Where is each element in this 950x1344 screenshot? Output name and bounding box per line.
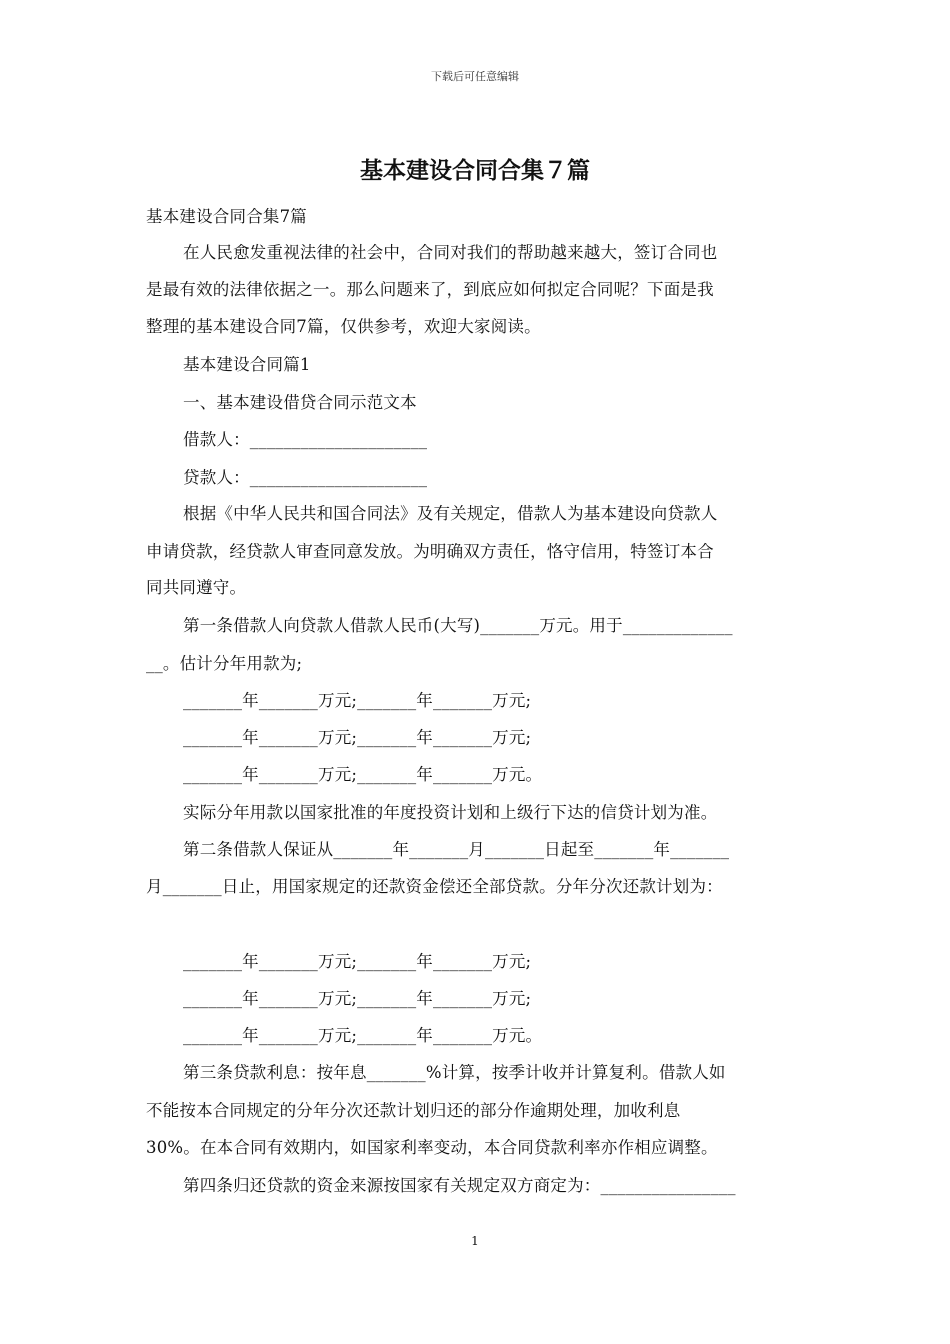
- subtitle-line: 基本建设合同合集7篇: [146, 207, 307, 226]
- body-line: 30%。在本合同有效期内，如国家利率变动，本合同贷款利率亦作相应调整。: [146, 1138, 718, 1157]
- article-3: 第三条贷款利息：按年息_______%计算，按季计收并计算复利。借款人如: [183, 1063, 726, 1082]
- borrower-field: 借款人：_____________________: [183, 430, 428, 449]
- body-line: 根据《中华人民共和国合同法》及有关规定，借款人为基本建设向贷款人: [183, 504, 718, 523]
- body-line: 月_______日止，用国家规定的还款资金偿还全部贷款。分年分次还款计划为：: [146, 877, 723, 896]
- body-line: 不能按本合同规定的分年分次还款计划归还的部分作逾期处理，加收利息: [146, 1101, 681, 1120]
- page-header: 下载后可任意编辑: [431, 70, 519, 83]
- schedule-line: _______年_______万元;_______年_______万元。: [183, 1026, 543, 1045]
- section-heading: 一、基本建设借贷合同示范文本: [183, 393, 417, 412]
- section-heading: 基本建设合同篇1: [183, 355, 311, 374]
- page-number: 1: [471, 1234, 479, 1248]
- schedule-line: _______年_______万元;_______年_______万元;: [183, 989, 532, 1008]
- body-line: 在人民愈发重视法律的社会中，合同对我们的帮助越来越大，签订合同也: [183, 243, 718, 262]
- lender-field: 贷款人：_____________________: [183, 468, 428, 487]
- schedule-line: _______年_______万元;_______年_______万元。: [183, 765, 543, 784]
- article-4: 第四条归还贷款的资金来源按国家有关规定双方商定为：________________: [183, 1176, 736, 1195]
- article-1: 第一条借款人向贷款人借款人民币(大写)_______万元。用于_____________: [183, 616, 733, 635]
- body-line: __。估计分年用款为;: [146, 654, 303, 673]
- body-line: 实际分年用款以国家批准的年度投资计划和上级行下达的信贷计划为准。: [183, 803, 718, 822]
- schedule-line: _______年_______万元;_______年_______万元;: [183, 728, 532, 747]
- body-line: 申请贷款，经贷款人审查同意发放。为明确双方责任，恪守信用，特签订本合: [146, 542, 714, 561]
- body-line: 整理的基本建设合同7篇，仅供参考，欢迎大家阅读。: [146, 317, 541, 336]
- schedule-line: _______年_______万元;_______年_______万元;: [183, 952, 532, 971]
- body-line: 同共同遵守。: [146, 578, 247, 597]
- article-2: 第二条借款人保证从_______年_______月_______日起至_______年_______: [183, 840, 730, 859]
- schedule-line: _______年_______万元;_______年_______万元;: [183, 691, 532, 710]
- body-line: 是最有效的法律依据之一。那么问题来了，到底应如何拟定合同呢？下面是我: [146, 280, 714, 299]
- document-title: 基本建设合同合集７篇: [360, 158, 590, 184]
